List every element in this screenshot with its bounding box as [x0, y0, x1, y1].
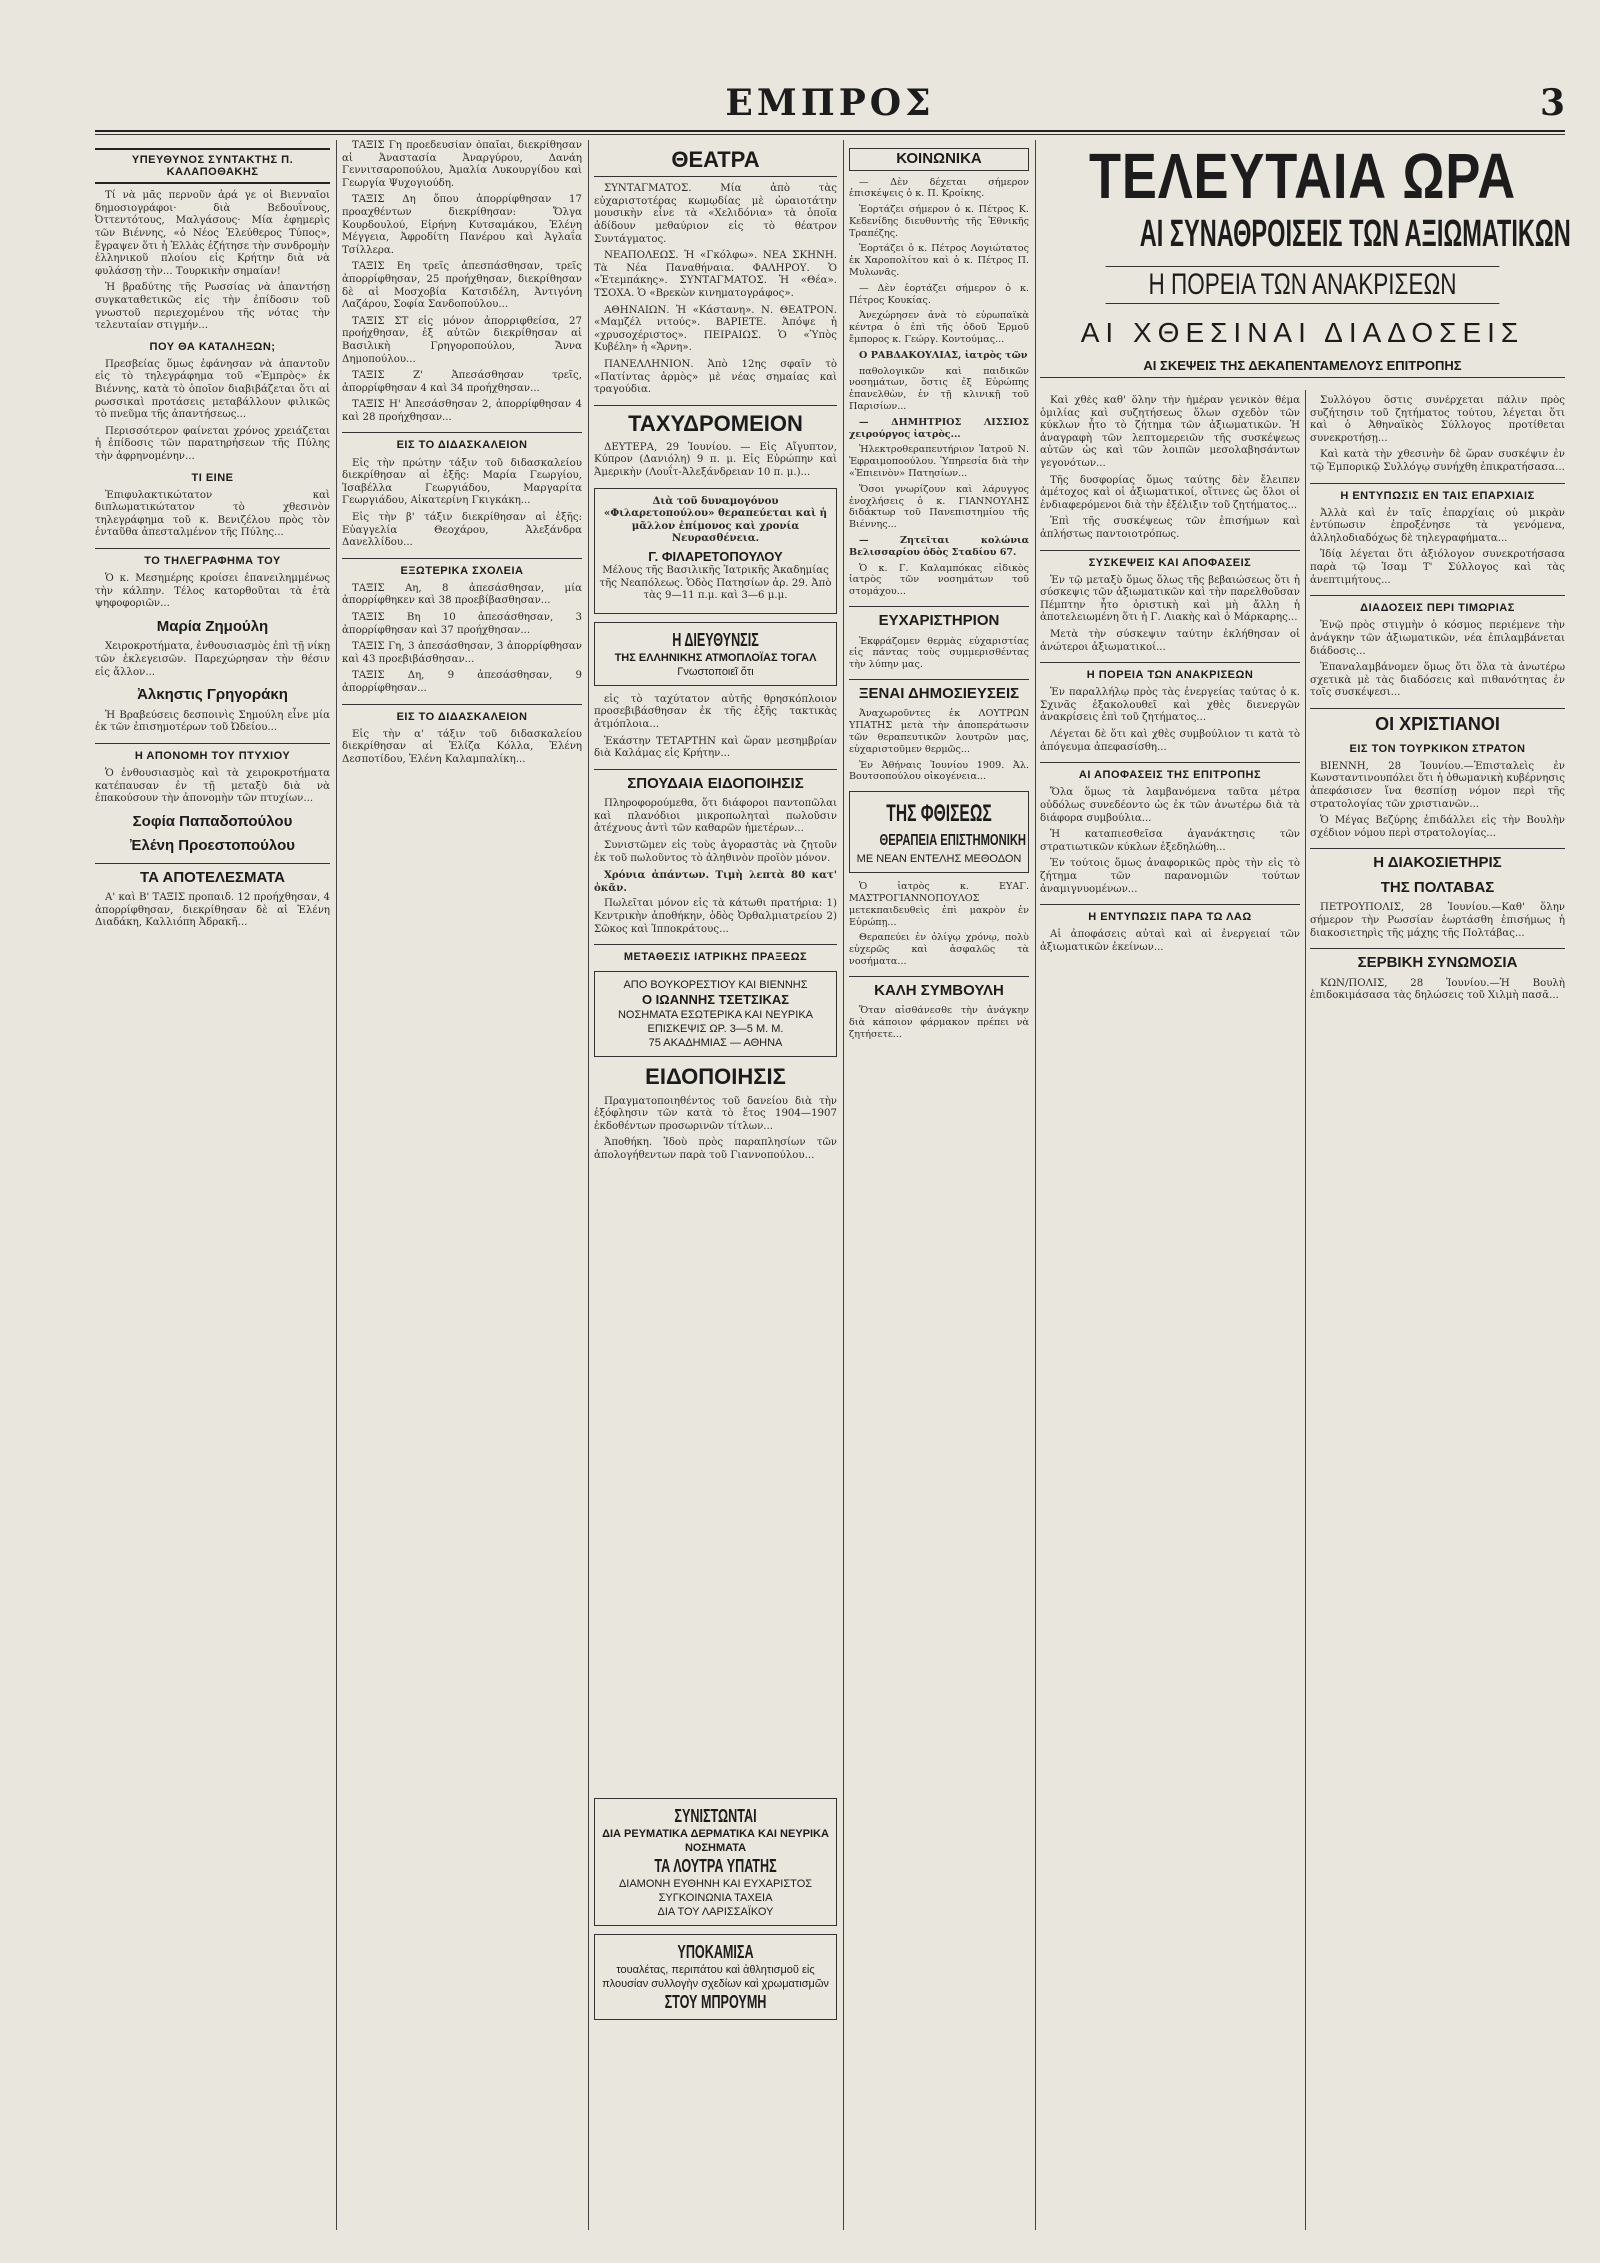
ad-block [594, 1790, 837, 2028]
ad-name: Ο ΙΩΑΝΝΗΣ ΤΣΕΤΣΙΚΑΣ [641, 992, 790, 1008]
column-5 [1040, 395, 1300, 2230]
section-heading: ΑΙ ΑΠΟΦΑΣΕΙΣ ΤΗΣ ΕΠΙΤΡΟΠΗΣ [1040, 762, 1300, 781]
ad-text: Γνωστοποιεῖ ὅτι [677, 665, 754, 678]
article-paragraph: Ὁ Μέγας Βεζύρης ἐπιδάλλει εἰς τὴν Βουλὴν σχέδιον νόμου περὶ στρατολογίας... [1310, 815, 1565, 839]
column-4 [849, 140, 1029, 2230]
article-paragraph: Πληροφορούμεθα, ὅτι διάφοροι παντοπῶλαι καὶ πλανόδιοι μικροπωληταὶ πωλοῦσιν ἀτέχνους ἀντὶ τῶν καθαρῶν ἡμετέρων... [594, 798, 837, 835]
article-paragraph: Συλλόγου ὅστις συνέρχεται πάλιν πρὸς συζήτησιν τοῦ ζητήματος τούτου, λέγεται ὅτι καὶ ὁ Ἀθηναϊκὸς Σύλλογος προτίθεται συνεκροτήσῃ... [1310, 395, 1565, 444]
ad-line: ΕΠΙΣΚΕΨΙΣ ΩΡ. 3—5 Μ. Μ. [647, 1023, 784, 1036]
name-heading: Σοφία Παπαδοπούλου [132, 812, 293, 830]
article-paragraph: Τῆς δυσφορίας ὅμως ταύτης δὲν ἔλειπεν ἀμέτοχος καὶ οἱ ἀξιωματικοί, οἵτινες ὡς ὅλοι οἱ ἐνδιαφερόμενοι διὰ τὴν ἐξέλιξιν τοῦ ζητήματος... [1040, 474, 1300, 511]
name-heading: Ἐλένη Προεστοπούλου [130, 837, 295, 855]
article-paragraph: Περισσότερον φαίνεται χρόνος χρειάζεται ἡ ἐπίδοσις τῶν παρατηρήσεων τῆς Πύλης τὴν ἀφρηνομένην... [95, 425, 330, 462]
article-paragraph: Εἰς τὴν β' τάξιν διεκρίθησαν αἱ ἑξῆς: Εὐαγγελία Θεοχάρου, Ἀλεξάνδρα Δανελλίδου... [342, 511, 582, 549]
section-heading: ΔΙΑΔΟΣΕΙΣ ΠΕΡΙ ΤΙΜΩΡΙΑΣ [1310, 595, 1565, 614]
article-paragraph: ΝΕΑΠΟΛΕΩΣ. Ἡ «Γκόλφω». ΝΕΑ ΣΚΗΝΗ. Τὰ Νέα Παναθήναια. ΦΑΛΗΡΟΥ. Ὁ «Ἐτεμπάκης». ΣΥΝΤΑΓΜΑΤΟΣ. Ἡ «Θέα». ΤΣΟΧΑ. Ὁ «Βρεκὼν κινηματογράφος». [594, 250, 837, 299]
article-paragraph: ΤΑΞΙΣ Δη ὄπου ἀπορρίφθησαν 17 προαχθέντων διεκρίθησαν: Ὄλγα Κουρδουλού, Εἰρήνη Κυτσαμάκου, Ἑλένη Μέγγεια, Ἀφροδίτη Πανέρου καὶ Ἀγλαΐα Τσίλλερα. [342, 194, 582, 256]
headline-fifth: ΑΙ ΣΚΕΨΕΙΣ ΤΗΣ ΔΕΚΑΠΕΝΤΑΜΕΛΟΥΣ ΕΠΙΤΡΟΠΗΣ [1040, 358, 1565, 378]
article-paragraph: Χρόνια ἀπάντων. Τιμὴ λεπτὰ 80 κατ' ὀκᾶν. [594, 869, 837, 894]
ad-line: ΝΟΣΗΜΑΤΑ ΕΣΩΤΕΡΙΚΑ ΚΑΙ ΝΕΥΡΙΚΑ [617, 1009, 814, 1022]
article-paragraph: Ὁ κ. Γ. Καλαμπόκας εἰδικὸς ἰατρὸς τῶν νοσημάτων τοῦ στομάχου... [849, 562, 1029, 598]
article-paragraph: ΣΥΝΤΑΓΜΑΤΟΣ. Μία ἀπὸ τὰς εὐχαριστοτέρας κωμῳδίας μὲ ὡραιοτάτην μουσικὴν εἶνε τὰ «Χελιδόνια» τὰ ὁποῖα ἀδίδουν μεθαύριον εἰς τὸ θέατρον Συντάγματος. [594, 183, 837, 245]
section-heading: ΕΞΩΤΕΡΙΚΑ ΣΧΟΛΕΙΑ [342, 558, 582, 577]
ad-line: 75 ΑΚΑΔΗΜΙΑΣ — ΑΘΗΝΑ [648, 1037, 783, 1050]
headline-fourth: ΑΙ ΧΘΕΣΙΝΑΙ ΔΙΑΔΟΣΕΙΣ [1080, 317, 1525, 348]
article-paragraph: Ἡ βραδύτης τῆς Ρωσσίας νὰ ἀπαντήσῃ συγκαταθετικῶς εἰς τὴν ἐπίδοσιν τοῦ γνωστοῦ περιεχομένου τῆς νότας τὴν τελευταίαν στιγμήν... [95, 282, 330, 332]
advertisement [849, 791, 1029, 873]
ad-line: ΔΙΑ ΡΕΥΜΑΤΙΚΑ ΔΕΡΜΑΤΙΚΑ ΚΑΙ ΝΕΥΡΙΚΑ ΝΟΣΗΜΑΤΑ [602, 1828, 829, 1854]
advertisement [594, 971, 837, 1057]
section-heading: ΤΑ ΑΠΟΤΕΛΕΣΜΑΤΑ [95, 863, 330, 887]
newspaper-name: ΕΜΠΡΟΣ [725, 82, 935, 124]
section-heading: ΣΠΟΥΔΑΙΑ ΕΙΔΟΠΟΙΗΣΙΣ [594, 769, 837, 793]
headline-secondary: ΑΙ ΣΥΝΑΘΡΟΙΣΕΙΣ ΤΩΝ ΑΞΙΩΜΑΤΙΚΩΝ [1139, 213, 1571, 255]
section-heading: ΟΙ ΧΡΙΣΤΙΑΝΟΙ [1310, 708, 1565, 735]
section-heading: ΕΙΔΟΠΟΙΗΣΙΣ [645, 1064, 786, 1090]
byline: ΥΠΕΥΘΥΝΟΣ ΣΥΝΤΑΚΤΗΣ Π. ΚΑΛΑΠΟΘΑΚΗΣ [95, 148, 330, 184]
article-paragraph: Ὅταν αἰσθάνεσθε τὴν ἀνάγκην διὰ κάποιον φάρμακον πρέπει νὰ ζητήσετε... [849, 1005, 1029, 1040]
section-heading: ΕΙΣ ΤΟ ΔΙΔΑΣΚΑΛΕΙΟΝ [342, 704, 582, 723]
article-paragraph: — Δὲν δέχεται σήμερον ἐπισκέψεις ὁ κ. Π. Κροίκης. [849, 176, 1029, 200]
name-heading: Μαρία Ζημούλη [156, 617, 269, 635]
page-number: 3 [1539, 82, 1565, 124]
section-heading: ΞΕΝΑΙ ΔΗΜΟΣΙΕΥΣΕΙΣ [849, 679, 1029, 703]
section-heading: Η ΕΝΤΥΠΩΣΙΣ ΠΑΡΑ ΤΩ ΛΑΩ [1040, 904, 1300, 923]
article-paragraph: Ἐν παραλλήλῳ πρὸς τὰς ἐνεργείας ταύτας ὁ κ. Σχινᾶς ἐξακολουθεῖ καὶ χθὲς διενεργῶν ἀνακρίσεις ἐπὶ τοῦ ζητήματος... [1040, 687, 1300, 724]
headline-main: ΤΕΛΕΥΤΑΙΑ ΩΡΑ [1089, 140, 1516, 212]
article-paragraph: — Δὲν ἑορτάζει σήμερον ὁ κ. Πέτρος Κουκίας. [849, 282, 1029, 306]
ad-line: ΔΙΑΜΟΝΗ ΕΥΘΗΝΗ ΚΑΙ ΕΥΧΑΡΙΣΤΟΣ [618, 1878, 813, 1890]
section-heading: ΤΙ ΕΙΝΕ [191, 471, 234, 484]
section-heading: Η ΕΝΤΥΠΩΣΙΣ ΕΝ ΤΑΙΣ ΕΠΑΡΧΙΑΙΣ [1310, 483, 1565, 502]
article-paragraph: Ἑορτάζει ὁ κ. Πέτρος Λογιώτατος ἐκ Χαροπολίτου καὶ ὁ κ. Πέτρος Π. Μυλωνᾶς. [849, 243, 1029, 279]
article-paragraph: Πωλεῖται μόνον εἰς τὰ κάτωθι πρατήρια: 1) Κεντρικὴν ἀποθήκην, ὁδὸς Ὀρθαλμιατρείου 2) Σῶκος καὶ Ἱπποκράτους... [594, 898, 837, 935]
lead-headline-block [1040, 140, 1571, 380]
article-paragraph: Καὶ κατὰ τὴν χθεσινὴν δὲ ὥραν συσκέψιν ἐν τῷ Ἐμπορικῷ Συλλόγῳ συνήχθη ἐπικρατήσασα... [1310, 449, 1565, 473]
article-paragraph: παθολογικῶν καὶ παιδικῶν νοσημάτων, ὅστις ἐξ Εὐρώπης ἐπανελθὼν, ἐν τῇ κλινικῇ τοῦ Παρισίων... [849, 365, 1029, 413]
article-paragraph: Ἀλλὰ καὶ ἐν ταῖς ἐπαρχίαις οὐ μικρὰν ἐντύπωσιν ἐπροξένησε τὰ γενόμενα, ἀλληλοδιαδόχως δὲ τηλεγραφήματα... [1310, 507, 1565, 544]
article-paragraph: Ἡ καταπιεσθεῖσα ἀγανάκτησις τῶν στρατιωτικῶν κύκλων ἐξεδηλώθη... [1040, 829, 1300, 853]
article-paragraph: ΔΕΥΤΕΡΑ, 29 Ἰουνίου. — Εἰς Αἴγυπτον, Κύπρον (Δανιόλη) 9 π. μ. Εἰς Εὐρώπην καὶ Ἀμερικὴν (Λουΐτ-Ἀλεξάνδρειαν 10 π. μ.)... [594, 441, 837, 479]
article-paragraph: ΤΑΞΙΣ Γη προεδευσίαν ὁπαῖαι, διεκρίθησαν αἱ Ἀναστασία Ἀναργύρου, Δανάη Γεννιτσαροπούλου, Ἀμαλία Λυκουργίδου καὶ Γεωργία Ψυχογιούδη. [342, 140, 582, 189]
article-paragraph: Λέγεται δὲ ὅτι καὶ χθὲς συμβούλιον τι κατὰ τὸ ἀπόγευμα ἀπεφασίσθη... [1040, 729, 1300, 753]
article-paragraph: Μετὰ τὴν σύσκεψιν ταύτην ἐκλήθησαν οἱ ἀνώτεροι ἀξιωματικοί... [1040, 629, 1300, 653]
article-paragraph: Ἡ Βραβεύσεις δεσποινὶς Σημούλη εἶνε μία ἐκ τῶν ἐπισημοτέρων τοῦ Ὠδείου... [95, 709, 330, 734]
article-paragraph: Ἐπιφυλακτικώτατον καὶ διπλωματικώτατον τὸ χθεσινὸν τηλεγράφημα τοῦ κ. Βενιζέλου πρὸς τὸν ἐνταῦθα ἀπεσταλμένον τῆς Πύλης... [95, 489, 330, 539]
section-heading: ΕΥΧΑΡΙΣΤΗΡΙΟΝ [849, 606, 1029, 630]
ad-line: ΜΕ ΝΕΑΝ ΕΝΤΕΛΗΣ ΜΕΘΟΔΟΝ [856, 853, 1022, 866]
column-6 [1310, 395, 1565, 2230]
article-paragraph: Ἠλεκτροθεραπευτήριον Ἰατροῦ Ν. Ἐφραιμοποούλου. Ὑπηρεσία διὰ τὴν «Ἐπιεινὸν» Πατησίων... [849, 444, 1029, 480]
ad-text: Μέλους τῆς Βασιλικῆς Ἰατρικῆς Ἀκαδημίας τῆς Νεαπόλεως. Ὁδὸς Πατησίων ἀρ. 29. Ἀπὸ τὰς 9—11 π.μ. καὶ 3—6 μ.μ. [599, 565, 832, 602]
article-paragraph: Ο ΡΑΒΔΑΚΟΥΛΙΑΣ, ἰατρὸς τῶν [859, 349, 1028, 361]
article-paragraph: Εἰς τὴν πρώτην τάξιν τοῦ διδασκαλείου διεκρίθησαν αἱ ἑξῆς: Μαρία Γεωργίου, Ἰσαβέλλα Γεωργιάδου, Μαργαρίτα Γεωργιάδου, Αἰκατερίνη Γκιγκάκη... [342, 457, 582, 507]
article-paragraph: Ἑκάστην ΤΕΤΑΡΤΗΝ καὶ ὥραν μεσημβρίαν διὰ Καλάμας εἰς Κρήτην... [594, 735, 837, 760]
section-subheading: ΕΙΣ ΤΟΝ ΤΟΥΡΚΙΚΟΝ ΣΤΡΑΤΟΝ [1349, 742, 1526, 755]
article-paragraph: Ὁ ἐνθουσιασμὸς καὶ τὰ χειροκροτήματα κατέπαυσαν ἐν τῇ μεταξὺ διὰ νὰ ἐπακούσουν τὴν ἀπονομὴν τῶν πτυχίων... [95, 767, 330, 805]
advertisement [594, 622, 837, 686]
section-heading: ΘΕΑΤΡΑ [594, 148, 837, 177]
column-divider [1035, 140, 1036, 2230]
article-paragraph: ΠΕΤΡΟΥΠΟΛΙΣ, 28 Ἰουνίου.—Καθ' ὅλην σήμερον τὴν Ρωσσίαν ἑωρτάσθη ἐπισήμως ἡ διακοσιετηρὶς τῆς μάχης τῆς Πολτάβας... [1310, 902, 1565, 939]
article-paragraph: Ἐν Ἀθήναις Ἰουνίου 1909. Ἀλ. Βουτσοπούλου οἰκογένεια... [849, 759, 1029, 783]
article-paragraph: Ὅλα ὅμως τὰ λαμβανόμενα ταῦτα μέτρα οὐδόλως συνεδέοντο ὡς ἐκ τῶν ἀνωτέρω διὰ τὰ διάφορα συμβούλια... [1040, 787, 1300, 824]
section-heading: ΚΟΙΝΩΝΙΚΑ [849, 148, 1029, 171]
section-heading: ΣΥΣΚΕΨΕΙΣ ΚΑΙ ΑΠΟΦΑΣΕΙΣ [1040, 550, 1300, 569]
article-paragraph: Ἐν τούτοις ὅμως ἀναφορικῶς πρὸς τὴν εἰς τὸ ζήτημα τῶν παρανομιῶν τούτων ἀναμιγνυομένων... [1040, 858, 1300, 895]
ad-line: ΑΠΟ ΒΟΥΚΟΡΕΣΤΙΟΥ ΚΑΙ ΒΙΕΝΝΗΣ [623, 979, 808, 992]
article-paragraph: ΤΑΞΙΣ Αη, 8 ἀπεσάσθησαν, μία ἀπορρίφθηκεν καὶ 38 προεβίβασθησαν... [342, 582, 582, 607]
article-paragraph: ΤΑΞΙΣ Βη 10 ἀπεσάσθησαν, 3 ἀπορρίφθησαν καὶ 37 προήχθησαν... [342, 612, 582, 636]
article-paragraph: — Ζητεῖται κολώνια Βελισσαρίου ὁδὸς Σταδίου 67. [849, 535, 1029, 558]
article-paragraph: Ἑορτάζει σήμερον ὁ κ. Πέτρος Κ. Κεδενίδης διευθυντὴς τῆς Ἐθνικῆς Τραπέζης. [849, 204, 1029, 239]
article-paragraph: Ἐπὶ τῆς συσκέψεως τῶν ἐπισήμων καὶ ἀπλήστως παντοιοτρόπως. [1040, 516, 1300, 540]
section-heading: Η ΠΟΡΕΙΑ ΤΩΝ ΑΝΑΚΡΙΣΕΩΝ [1040, 662, 1300, 681]
headline-tertiary: Η ΠΟΡΕΙΑ ΤΩΝ ΑΝΑΚΡΙΣΕΩΝ [1106, 266, 1500, 304]
column-divider [588, 140, 589, 2230]
ad-title: ΘΕΡΑΠΕΙΑ ΕΠΙΣΤΗΜΟΝΙΚΗ [879, 832, 1027, 850]
article-paragraph: ΤΑΞΙΣ ΣΤ εἰς μόνον ἀπορριφθείσα, 27 προήχθησαν, ἐξ αὐτῶν διεκρίθησαν αἱ Βασιλικὴ Γρηγοροπούλου, Ἄννα Δημοπούλου... [342, 315, 582, 365]
article-paragraph: Ἐν τῷ μεταξὺ ὅμως ὅλως τῆς βεβαιώσεως ὅτι ἡ σύσκεψις τῶν ἀξιωματικῶν καὶ τὴν παρελθοῦσαν Πέμπτην ἦτο ὁριστικὴ καὶ μὴ ἄλλη ἡ ἀποτελειωμένη ὅτι ἡ Γ. Λιακὴς καὶ ὁ Μάρκαρης... [1040, 574, 1300, 624]
ad-name: Γ. ΦΙΛΑΡΕΤΟΠΟΥΛΟΥ [648, 549, 783, 565]
ad-title: ΤΑ ΛΟΥΤΡΑ ΥΠΑΤΗΣ [654, 1856, 777, 1876]
ad-line: ΔΙΑ ΤΟΥ ΛΑΡΙΣΣΑΪΚΟΥ [657, 1906, 774, 1918]
name-heading: Ἀλκηστις Γρηγοράκη [137, 686, 288, 704]
advertisement [594, 1934, 837, 2020]
advertisement [594, 488, 837, 614]
section-heading: ΣΕΡΒΙΚΗ ΣΥΝΩΜΟΣΙΑ [1310, 948, 1565, 972]
ad-title: ΣΥΝΙΣΤΩΝΤΑΙ [674, 1806, 757, 1826]
article-paragraph: ΑΘΗΝΑΙΩΝ. Ἡ «Κάστανη». Ν. ΘΕΑΤΡΟΝ. «Μαμζέλ νιτούς». ΒΑΡΙΕΤΕ. Ἀπόψε ἡ «χρυσοχέριστος». ΠΕΙΡΑΙΩΣ. Ὁ «Ὑπὸς Κυβέλη» ἡ «Ἄρνη». [594, 304, 837, 354]
section-heading: ΕΙΣ ΤΟ ΔΙΔΑΣΚΑΛΕΙΟΝ [342, 432, 582, 451]
column-divider [1305, 390, 1306, 2230]
article-paragraph: Ὁ κ. Μεσημέρης κροίσει ἐπανειλημμένως τὴν κάλπην. Τέλος κατορθοῦται τὰ ἐτὰ ψηφοφοριῶν... [95, 573, 330, 610]
section-heading: ΠΟΥ ΘΑ ΚΑΤΑΛΗΞΩΝ; [149, 340, 276, 353]
ad-title: Η ΔΙΕΥΘΥΝΣΙΣ [672, 629, 759, 650]
advertisement [594, 1798, 837, 1926]
article-paragraph: Θεραπεύει ἐν ὀλίγῳ χρόνῳ, πολὺ εὐχερῶς καὶ ἀσφαλῶς τὰ νοσήματα... [849, 932, 1029, 967]
article-paragraph: Ἀποθήκη. Ἰδοὺ πρὸς παραπλησίων τῶν ἀπολογήθεντων παρὰ τοῦ Γιαννοπούλου... [594, 1137, 837, 1161]
article-paragraph: ΚΩΝ/ΠΟΛΙΣ, 28 Ἰουνίου.—Ἡ Βουλὴ ἐπιδοκιμάσασα τὰς δηλώσεις τοῦ Χιλμὴ πασᾶ... [1310, 977, 1565, 1002]
section-heading: Η ΑΠΟΝΟΜΗ ΤΟΥ ΠΤΥΧΙΟΥ [95, 743, 330, 762]
article-paragraph: Εἰς τὴν α' τάξιν τοῦ διδασκαλείου διεκρίθησαν αἱ Ἑλίζα Κόλλα, Ἑλένη Δεσποτίδου, Ἑλένη Καλαμπαλίκη... [342, 728, 582, 765]
article-paragraph: ΤΑΞΙΣ Η' Ἀπεσάσθησαν 2, ἀπορρίφθησαν 4 καὶ 28 προήχθησαν... [342, 399, 582, 423]
ad-line: τουαλέτας, περιπάτου καὶ ἀθλητισμοῦ εἰς πλουσίαν συλλογὴν σχεδίων καὶ χρωματισμῶν [602, 1964, 829, 1990]
masthead-rule [95, 134, 1565, 135]
article-paragraph: Τί νὰ μᾶς περνοῦν ἀρά γε οἱ Βιενναῖοι δημοσιογράφοι· διὰ Βεδουΐνους, Ὀττεντότους, Μαλγάσους· Μία ἐφημερὶς τῶν Βιέννης, «ὁ Νέος Ἐλεύθερος Τύπος», ἔγραψεν ὅτι ἡ Ἑλλὰς ἐζήτησε τὴν συνδρομὴν ἑλληνικοῦ πλοίου εἰς Κρήτην διὰ νὰ φυλάσσῃ τὴν... Τουρκικὴν σημαίαν! [95, 190, 330, 277]
article-paragraph: Πρεσβείας ὅμως ἐφάνησαν νὰ ἀπαντοῦν εἰς τὸ τηλεγράφημα τοῦ «Ἐμπρὸς» ἐκ Βιέννης, κατὰ τὸ ὁποῖον διαβιβάζεται ὅτι αἱ ρωσσικαὶ προτάσεις μεταβάλλουν φιλικῶς τὸ πνεῦμα τῆς ἀπαντήσεως... [95, 358, 330, 421]
article-paragraph: Αἱ ἀποφάσεις αὐταὶ καὶ αἱ ἐνεργειαί τῶν ἀξιωματικῶν ἐκείνων... [1040, 929, 1300, 953]
article-paragraph: Α' καὶ Β' ΤΑΞΙΣ προπαιδ. 12 προήχθησαν, 4 ἀπορρίφθησαν, διεκρίθησαν δὲ αἱ Ἑλένη Διαδάκη, Καλλιόπη Ἀδρακῆ... [95, 892, 330, 929]
article-paragraph: Ἐνῷ πρὸς στιγμὴν ὁ κόσμος περιέμενε τὴν ἀνάγκην τῶν ἀξιωματικῶν, νέα ἐπιλαμβάνεται διάδοσις... [1310, 620, 1565, 657]
column-1 [95, 140, 330, 2230]
ad-subtitle: ΤΗΣ ΕΛΛΗΝΙΚΗΣ ΑΤΜΟΠΛΟΪΑΣ ΤΟΓΑΛ [614, 651, 817, 664]
ad-title: ΣΤΟΥ ΜΠΡΟΥΜΗ [664, 1992, 767, 2012]
section-heading: ΤΑΧΥΔΡΟΜΕΙΟΝ [594, 405, 837, 436]
article-paragraph: Καὶ χθὲς καθ' ὅλην τὴν ἡμέραν γενικὸν θέμα ὁμιλίας καὶ συζητήσεως ὅλων σχεδὸν τῶν κύκλων ἦτο τὸ ζήτημα τῶν ἀξιωματικῶν. Ἡ ἀναγραφὴ τῶν λεπτομερειῶν τῆς συσκέψεως αὐτῶν ὡς καὶ τῶν λοιπῶν μεσολαβησάντων γεγονότων... [1040, 395, 1300, 469]
article-paragraph: Συνιστῶμεν εἰς τοὺς ἀγοραστὰς νὰ ζητοῦν ἐκ τοῦ πωλοῦντος τὸ ἀληθινὸν προϊὸν μόνον. [594, 840, 837, 864]
article-paragraph: ΤΑΞΙΣ Εη τρεῖς ἀπεσπάσθησαν, τρεῖς ἀπορρίφθησαν, 25 προήχθησαν, διεκρίθησαν δὲ αἱ Μοσχοβία Κατσιδέλη, Ἀντιγόνη Λαζάρου, Σοφία Σανδοπούλου... [342, 261, 582, 311]
article-paragraph: ΒΙΕΝΝΗ, 28 Ἰουνίου.—Ἐπισταλεὶς ἐν Κωνσταντινουπόλει ὅτι ἡ ὀθωμανικὴ κυβέρνησις ἀπεφάσισεν ἵνα θεσπίσῃ νόμον περὶ τῆς στρατολογίας τῶν χριστιανῶν... [1310, 760, 1565, 810]
column-divider [336, 140, 337, 2230]
article-paragraph: ΤΑΞΙΣ Γη, 3 ἀπεσάσθησαν, 3 ἀπορρίφθησαν καὶ 43 προεβιβάσθησαν... [342, 641, 582, 665]
section-subheading: ΤΗΣ ΠΟΛΤΑΒΑΣ [1380, 878, 1495, 896]
column-2 [342, 140, 582, 2230]
section-heading: Η ΔΙΑΚΟΣΙΕΤΗΡΙΣ [1310, 848, 1565, 872]
article-paragraph: εἰς τὸ ταχύτατον αὐτῆς θρησκόπλοιον προσεβιβάσθησαν ἐκ τῆς ἐξῆς τακτικὰς ἀτμόπλοια... [594, 693, 837, 730]
article-paragraph: Χειροκροτήματα, ἐνθουσιασμὸς ἐπὶ τῇ νίκῃ τῶν ἐκλεγεισῶν. Παρεχώρησαν τὴν θέσιν εἰς ἄλλον... [95, 641, 330, 678]
ad-title: ΤΗΣ ΦΘΙΣΕΩΣ [886, 800, 992, 828]
article-paragraph: ΤΑΞΙΣ Δη, 9 ἀπεσάσθησαν, 9 ἀπορρίφθησαν... [342, 670, 582, 694]
article-paragraph: — ΔΗΜΗΤΡΙΟΣ ΛΙΣΣΙΟΣ χειρούργος ἰατρὸς... [849, 416, 1029, 440]
article-paragraph: Ὁ ἰατρὸς κ. ΕΥΑΓ. ΜΑΣΤΡΟΓΙΑΝΝΟΠΟΥΛΟΣ μετεκπαιδευθεὶς ἐπὶ μακρὸν ἐν Εὐρώπῃ... [849, 881, 1029, 928]
article-paragraph: Ἐκφράζομεν θερμὰς εὐχαριστίας εἰς πάντας τοὺς συμμερισθέντας τὴν λύπην μας. [849, 635, 1029, 671]
article-paragraph: Ἐπαναλαμβάνομεν ὅμως ὅτι ὅλα τὰ ἀνωτέρω σχετικὰ μὲ τὰς διαδόσεις καὶ πιθανότητας ἐν τοῖς συσκέψεσι... [1310, 662, 1565, 699]
ad-line: ΣΥΓΚΟΙΝΩΝΙΑ ΤΑΧΕΙΑ [658, 1892, 773, 1904]
article-paragraph: Ὅσοι γνωρίζουν καὶ λάρυγγος ἐνοχλήσεις ὁ κ. ΓΙΑΝΝΟΥΛΗΣ διδάκτωρ τοῦ Πανεπιστημίου τῆς Βιέννης... [849, 483, 1029, 531]
masthead [95, 82, 1565, 132]
article-paragraph: Πραγματοποιηθέντος τοῦ δανείου διὰ τὴν ἐξόφλησιν τῶν κατὰ τὸ ἔτος 1904—1907 ἐκδοθέντων προσωρινῶν τίτλων... [594, 1095, 837, 1132]
section-heading: ΜΕΤΑΘΕΣΙΣ ΙΑΤΡΙΚΗΣ ΠΡΑΞΕΩΣ [594, 944, 837, 963]
ad-title: ΥΠΟΚΑΜΙΣΑ [677, 1942, 754, 1962]
article-paragraph: ΤΑΞΙΣ Ζ' Ἀπεσάσθησαν τρεῖς, ἀπορρίφθησαν 4 καὶ 34 προήχθησαν... [342, 370, 582, 394]
ad-text: Διὰ τοῦ δυναμογόνου «Φιλαρετοπούλου» θεραπεύεται καὶ ἡ μᾶλλον ἐπίμονος καὶ χρονία Νευρασθένεια. [603, 494, 828, 545]
section-heading: ΤΟ ΤΗΛΕΓΡΑΦΗΜΑ ΤΟΥ [95, 548, 330, 567]
article-paragraph: Ἀναχωροῦντες ἐκ ΛΟΥΤΡΩΝ ΥΠΑΤΗΣ μετὰ τὴν ἀποπεράτωσιν τῶν θεραπευτικῶν λουτρῶν μας, εὐχαριστοῦμεν θερμῶς... [849, 708, 1029, 755]
article-paragraph: ΠΑΝΕΛΛΗΝΙΟΝ. Ἀπὸ 12ης σφαῖν τὸ «Πατίντας ἁρμὸς» μὲ νέας σημαίας καὶ τραγούδια. [594, 358, 837, 396]
column-divider [843, 140, 844, 2230]
article-paragraph: Ἀνεχώρησεν ἀνὰ τὸ εὐρωπαϊκὰ κέντρα ὁ ἐπὶ τῆς ὁδοῦ Ἑρμοῦ ἔμπορος κ. Γεώργ. Κοντούμας... [849, 310, 1029, 346]
section-heading: ΚΑΛΗ ΣΥΜΒΟΥΛΗ [849, 976, 1029, 1000]
article-paragraph: Ἰδίᾳ λέγεται ὅτι ἀξιόλογον συνεκροτήσασα παρὰ τῷ Ἰσαμ Τ' Σύλλογος καὶ τὰς ἀνεπτιμήτους... [1310, 549, 1565, 586]
